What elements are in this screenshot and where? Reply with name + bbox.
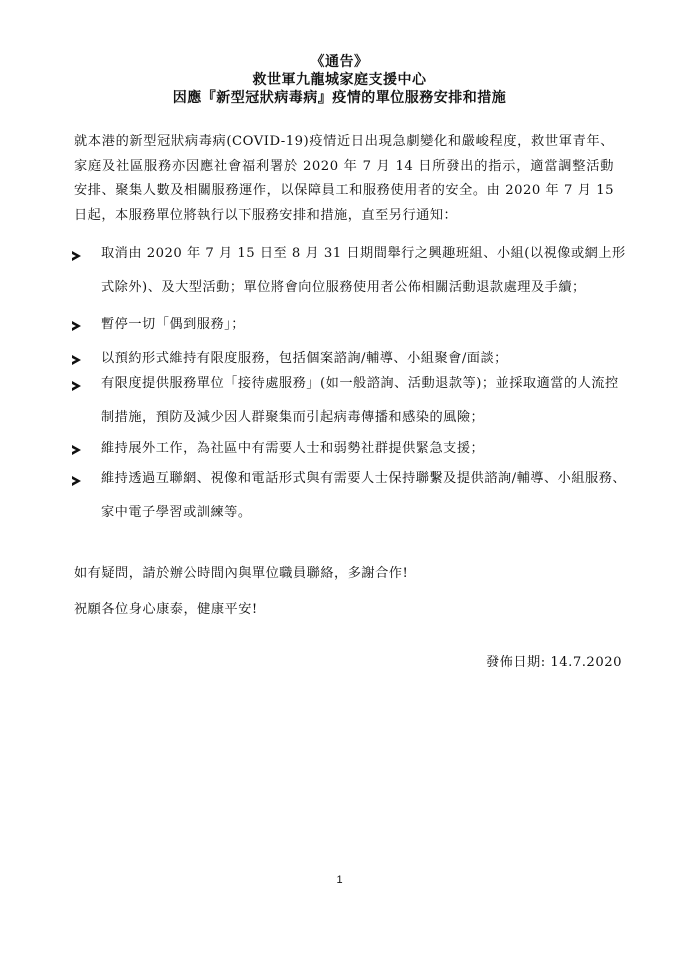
list-item — [72, 246, 632, 305]
list-item-text: 維持透過互聯網、視像和電話形式與有需要人士保持聯繫及提供諮詢/輔導、小組服務、家中電子學習或訓練等。 — [101, 471, 627, 520]
notice-subject: 因應『新型冠狀病毒病』疫情的單位服務安排和措施 — [172, 90, 507, 106]
arrow-bullet-icon — [72, 381, 81, 391]
list-item — [72, 440, 484, 457]
list-item-text: 取消由 2020 年 7 月 15 日至 8 月 31 日期間舉行之興趣班組、小組(以視像或網上形式除外)、及大型活動；單位將會向位服務使用者公佈相關活動退款處理及手續； — [101, 246, 626, 295]
arrow-bullet-icon — [72, 445, 81, 455]
page-number: 1 — [336, 874, 343, 886]
intro-paragraph: 就本港的新型冠狀病毒病(COVID-19)疫情近日出現急劇變化和嚴峻程度，救世軍青年、家庭及社區服務亦因應社會福利署於 2020 年 7 月 14 日所發出的指示，適當調整活動安排、聚集人數及相關服務運作，以保障員工和服務使用者的安全。由 2020 年 7 月 15 日起，本服務單位將執行以下服務安排和措施，直至另行通知： — [74, 134, 614, 223]
organization-name: 救世軍九龍城家庭支援中心 — [252, 72, 427, 88]
arrow-bullet-icon — [72, 321, 81, 331]
arrow-bullet-icon — [72, 355, 81, 365]
wishes-line: 祝願各位身心康泰，健康平安! — [74, 602, 258, 617]
list-item-text: 有限度提供服務單位「接待處服務」(如一般諮詢、活動退款等)；並採取適當的人流控制措施，預防及減少因人群聚集而引起病毒傳播和感染的風險； — [101, 376, 619, 425]
list-item — [72, 376, 632, 435]
arrow-bullet-icon — [72, 476, 81, 486]
title-block — [0, 53, 679, 107]
list-item — [72, 350, 508, 367]
enquiry-line: 如有疑問，請於辦公時間內與單位職員聯絡，多謝合作! — [74, 566, 409, 581]
list-item — [72, 471, 632, 530]
list-item-text: 維持展外工作，為社區中有需要人士和弱勢社群提供緊急支援； — [101, 441, 485, 456]
list-item-text: 暫停一切「偶到服務」； — [101, 317, 245, 332]
notice-title: 《通告》 — [310, 54, 369, 70]
issue-date: 發佈日期: 14.7.2020 — [485, 655, 622, 670]
arrow-bullet-icon — [72, 251, 81, 261]
list-item — [72, 316, 245, 333]
list-item-text: 以預約形式維持有限度服務，包括個案諮詢/輔導、小組聚會/面談； — [101, 351, 508, 366]
closing-block — [74, 556, 408, 628]
